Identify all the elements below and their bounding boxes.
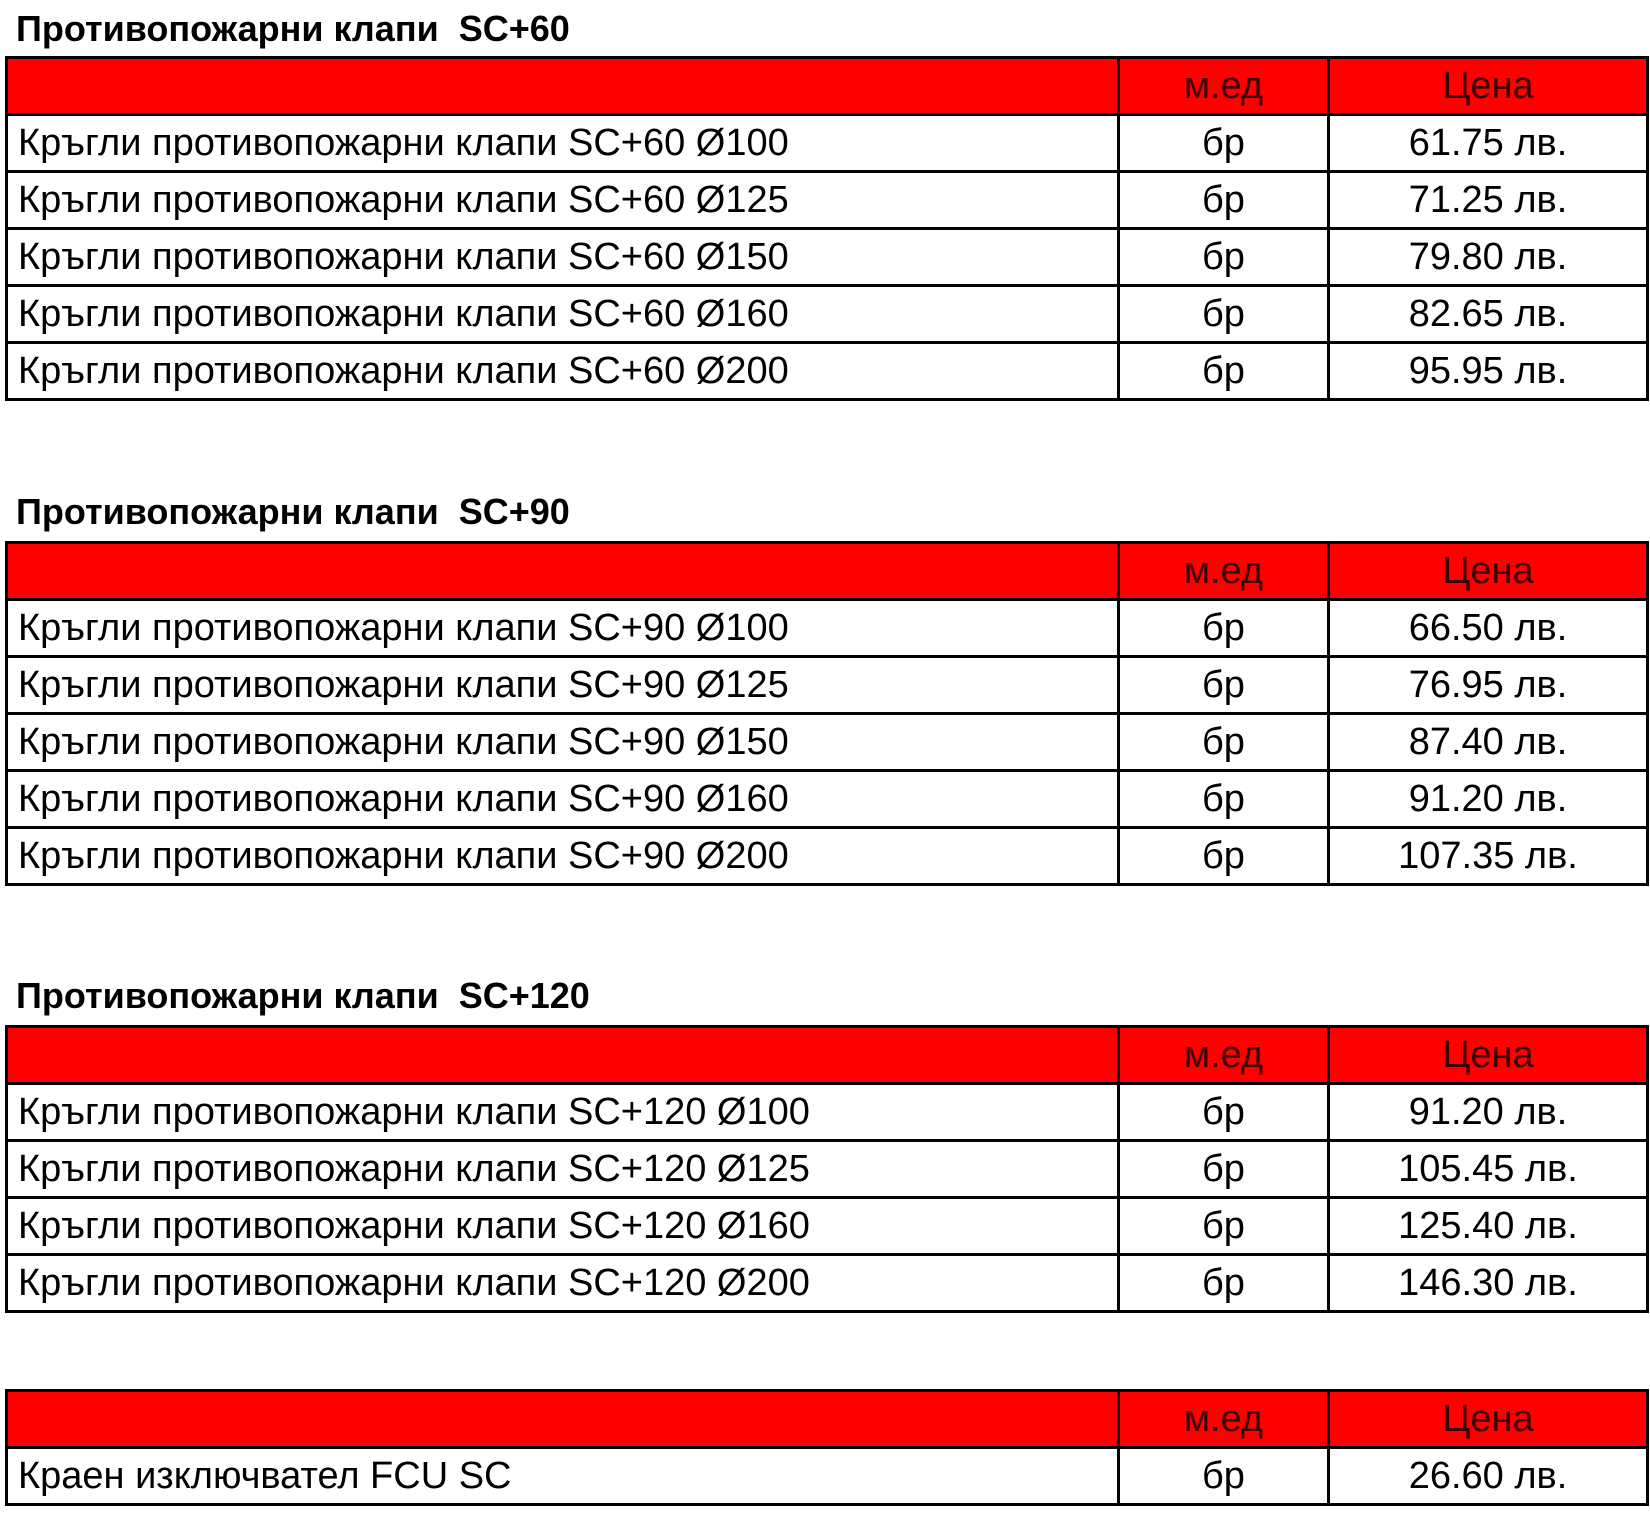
product-unit: бр [1119,1141,1329,1198]
product-unit: бр [1119,1448,1329,1505]
header-name-cell [7,543,1119,600]
table-row [7,771,1648,828]
product-price: 76.95 лв. [1329,657,1648,714]
product-price: 82.65 лв. [1329,286,1648,343]
header-price-cell: Цена [1329,58,1648,115]
table-row [7,828,1648,885]
product-price: 95.95 лв. [1329,343,1648,400]
table-row [7,343,1648,400]
price-table-limit-switch [5,1389,1649,1506]
product-price: 146.30 лв. [1329,1255,1648,1312]
product-name: Кръгли противопожарни клапи SC+60 Ø200 [7,343,1119,400]
table-row [7,657,1648,714]
table-header-row [7,543,1648,600]
product-unit: бр [1119,229,1329,286]
product-name: Кръгли противопожарни клапи SC+120 Ø125 [7,1141,1119,1198]
table-row [7,600,1648,657]
table-row [7,115,1648,172]
product-name: Кръгли противопожарни клапи SC+60 Ø100 [7,115,1119,172]
product-price: 79.80 лв. [1329,229,1648,286]
product-unit: бр [1119,714,1329,771]
product-unit: бр [1119,828,1329,885]
table-row [7,229,1648,286]
header-name-cell [7,58,1119,115]
product-unit: бр [1119,172,1329,229]
product-name: Кръгли противопожарни клапи SC+120 Ø160 [7,1198,1119,1255]
product-name: Кръгли противопожарни клапи SC+90 Ø200 [7,828,1119,885]
product-price: 125.40 лв. [1329,1198,1648,1255]
table-row [7,286,1648,343]
product-price: 91.20 лв. [1329,1084,1648,1141]
header-unit-cell: м.ед [1119,1027,1329,1084]
table-row [7,1198,1648,1255]
product-name: Кръгли противопожарни клапи SC+120 Ø200 [7,1255,1119,1312]
product-price: 71.25 лв. [1329,172,1648,229]
product-unit: бр [1119,771,1329,828]
product-price: 26.60 лв. [1329,1448,1648,1505]
table-row [7,1141,1648,1198]
product-unit: бр [1119,1255,1329,1312]
product-name: Кръгли противопожарни клапи SC+60 Ø125 [7,172,1119,229]
product-unit: бр [1119,343,1329,400]
product-price: 107.35 лв. [1329,828,1648,885]
header-price-cell: Цена [1329,1391,1648,1448]
header-unit-cell: м.ед [1119,543,1329,600]
header-name-cell [7,1027,1119,1084]
price-table-sc120 [5,1025,1649,1313]
header-unit-cell: м.ед [1119,1391,1329,1448]
header-price-cell: Цена [1329,543,1648,600]
product-unit: бр [1119,657,1329,714]
table-row [7,1448,1648,1505]
table-row [7,172,1648,229]
product-unit: бр [1119,286,1329,343]
table-row [7,714,1648,771]
price-table-sc90 [5,541,1649,886]
product-name: Кръгли противопожарни клапи SC+90 Ø100 [7,600,1119,657]
product-name: Кръгли противопожарни клапи SC+60 Ø150 [7,229,1119,286]
product-price: 105.45 лв. [1329,1141,1648,1198]
product-price: 87.40 лв. [1329,714,1648,771]
section-title-sc120: Противопожарни клапи SC+120 [16,975,590,1016]
table-header-row [7,1027,1648,1084]
product-unit: бр [1119,115,1329,172]
product-unit: бр [1119,1084,1329,1141]
table-row [7,1255,1648,1312]
product-price: 61.75 лв. [1329,115,1648,172]
section-title-sc60: Противопожарни клапи SC+60 [16,8,570,49]
product-name: Кръгли противопожарни клапи SC+60 Ø160 [7,286,1119,343]
product-name: Кръгли противопожарни клапи SC+120 Ø100 [7,1084,1119,1141]
product-name: Краен изключвател FCU SC [7,1448,1119,1505]
product-price: 66.50 лв. [1329,600,1648,657]
header-price-cell: Цена [1329,1027,1648,1084]
table-row [7,1084,1648,1141]
product-name: Кръгли противопожарни клапи SC+90 Ø160 [7,771,1119,828]
product-name: Кръгли противопожарни клапи SC+90 Ø125 [7,657,1119,714]
product-unit: бр [1119,600,1329,657]
product-name: Кръгли противопожарни клапи SC+90 Ø150 [7,714,1119,771]
section-title-sc90: Противопожарни клапи SC+90 [16,491,570,532]
price-table-sc60 [5,56,1649,401]
product-unit: бр [1119,1198,1329,1255]
table-header-row [7,58,1648,115]
product-price: 91.20 лв. [1329,771,1648,828]
table-header-row [7,1391,1648,1448]
header-name-cell [7,1391,1119,1448]
header-unit-cell: м.ед [1119,58,1329,115]
